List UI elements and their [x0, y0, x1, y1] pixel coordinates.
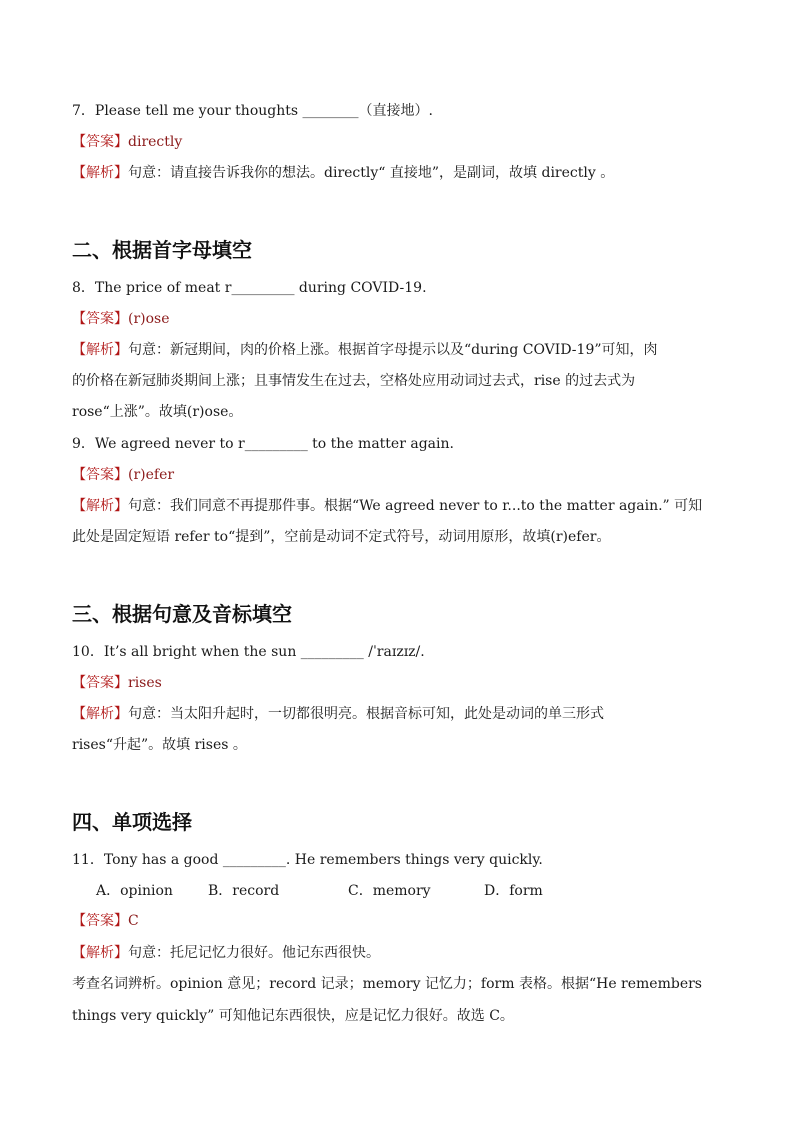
analysis-tag: 【解析】	[72, 342, 128, 358]
q11-answer	[72, 911, 722, 931]
q11-analysis-line-3: things very quickly” 可知他记东西很快，应是记忆力很好。故选 C。	[72, 1008, 514, 1024]
q7-analysis	[72, 163, 722, 183]
q10-analysis-line-2: rises“升起”。故填 rises 。	[72, 737, 247, 753]
answer-tag: 【答案】	[72, 467, 128, 483]
analysis-text: 句意：新冠期间，肉的价格上涨。根据首字母提示以及“during COVID-19”可知，肉	[128, 342, 658, 358]
q11-analysis-line-2: 考查名词辨析。opinion 意见；record 记录；memory 记忆力；form 表格。根据“He remembers	[72, 976, 702, 992]
analysis-tag: 【解析】	[72, 945, 128, 961]
q7-question: 7．Please tell me your thoughts ________（直接地）.	[72, 103, 433, 119]
q10-question: 10．It’s all bright when the sun _________ /ˈraɪzɪz/.	[72, 644, 425, 660]
q8-answer	[72, 309, 722, 329]
answer-tag: 【答案】	[72, 675, 128, 691]
q11-question: 11．Tony has a good _________. He remembers things very quickly.	[72, 852, 543, 868]
answer-tag: 【答案】	[72, 913, 128, 929]
q8-analysis-line-3: rose“上涨”。故填(r)ose。	[72, 404, 243, 420]
answer-value: (r)efer	[128, 467, 175, 483]
q9-question: 9．We agreed never to r_________ to the matter again.	[72, 436, 454, 452]
analysis-tag: 【解析】	[72, 706, 128, 722]
option-c: C．memory	[348, 883, 431, 899]
option-d: D．form	[484, 883, 543, 899]
analysis-text: 句意：我们同意不再提那件事。根据“We agreed never to r...to the matter again.” 可知	[128, 498, 703, 514]
section-heading-2: 二、根据首字母填空	[72, 238, 252, 262]
option-a: A．opinion	[96, 883, 173, 899]
answer-tag: 【答案】	[72, 311, 128, 327]
answer-value: C	[128, 913, 139, 929]
q8-analysis-line-2: 的价格在新冠肺炎期间上涨；且事情发生在过去，空格处应用动词过去式，rise 的过去式为	[72, 373, 636, 389]
analysis-text: 句意：请直接告诉我你的想法。directly“ 直接地”，是副词，故填 directly 。	[128, 165, 615, 181]
q8-question: 8．The price of meat r_________ during COVID-19.	[72, 280, 427, 296]
q9-answer	[72, 465, 722, 485]
section-heading-4: 四、单项选择	[72, 810, 192, 834]
q10-analysis-line-1	[72, 704, 722, 724]
section-heading-3: 三、根据句意及音标填空	[72, 602, 292, 626]
q7-answer	[72, 132, 722, 152]
q9-analysis-line-1	[72, 496, 722, 516]
q10-answer	[72, 673, 722, 693]
q11-options	[96, 881, 722, 901]
q11-analysis-line-1	[72, 943, 722, 963]
option-b: B．record	[208, 883, 280, 899]
q9-analysis-line-2: 此处是固定短语 refer to“提到”，空前是动词不定式符号，动词用原形，故填(r)efer。	[72, 529, 611, 545]
analysis-tag: 【解析】	[72, 498, 128, 514]
answer-value: directly	[128, 134, 183, 150]
analysis-text: 句意：当太阳升起时，一切都很明亮。根据音标可知，此处是动词的单三形式	[128, 706, 604, 722]
answer-tag: 【答案】	[72, 134, 128, 150]
answer-value: (r)ose	[128, 311, 170, 327]
analysis-tag: 【解析】	[72, 165, 128, 181]
analysis-text: 句意：托尼记忆力很好。他记东西很快。	[128, 945, 380, 961]
answer-value: rises	[128, 675, 162, 691]
q8-analysis-line-1	[72, 340, 722, 360]
